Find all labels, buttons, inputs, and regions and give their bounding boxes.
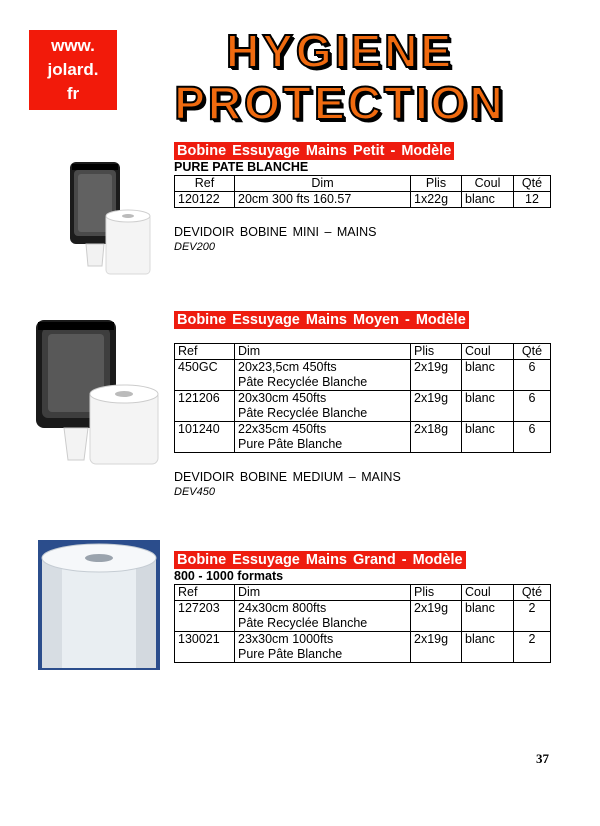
cell-dim-line-2: Pure Pâte Blanche <box>238 437 343 451</box>
cell-coul: blanc <box>462 391 514 422</box>
cell-dim <box>235 632 411 663</box>
cell-plis: 2x19g <box>411 632 462 663</box>
cell-dim <box>235 391 411 422</box>
cell-dim-line-1: 22x35cm 450fts <box>238 422 327 436</box>
cell-qte: 6 <box>514 360 551 391</box>
cell-dim <box>235 601 411 632</box>
logo-line-3: fr <box>66 84 80 103</box>
col-coul-header: Coul <box>462 585 514 601</box>
cell-dim-line-2: Pâte Recyclée Blanche <box>238 375 368 389</box>
section-title: Bobine Essuyage Mains Grand - Modèle <box>174 551 466 569</box>
table-row <box>175 360 551 391</box>
dispenser-label: DEVIDOIR BOBINE MEDIUM – MAINS <box>174 470 401 484</box>
section-subtitle: PURE PATE BLANCHE <box>174 160 309 174</box>
logo-line-2: jolard. <box>47 60 99 79</box>
cell-dim-line-1: 20x23,5cm 450fts <box>238 360 337 374</box>
cell-plis: 1x22g <box>411 192 462 208</box>
dispenser-code: DEV450 <box>174 486 215 498</box>
section-subtitle: 800 - 1000 formats <box>174 569 284 583</box>
cell-dim <box>235 360 411 391</box>
page-number: 37 <box>536 751 549 766</box>
page-title-line-1: HYGIENE <box>225 25 455 77</box>
section-title: Bobine Essuyage Mains Petit - Modèle <box>174 142 454 160</box>
medium-dispenser-image <box>34 318 160 468</box>
table-row <box>175 422 551 453</box>
section-moyen-modele <box>174 311 551 499</box>
table-row <box>175 192 551 208</box>
cell-ref: 127203 <box>175 601 235 632</box>
cell-coul: blanc <box>462 192 514 208</box>
site-logo <box>29 30 117 110</box>
col-dim-header: Dim <box>235 585 411 601</box>
col-qte-header: Qté <box>514 585 551 601</box>
cell-coul: blanc <box>462 422 514 453</box>
cell-dim <box>235 422 411 453</box>
dispenser-label: DEVIDOIR BOBINE MINI – MAINS <box>174 225 377 239</box>
cell-ref: 130021 <box>175 632 235 663</box>
col-qte-header: Qté <box>514 176 551 192</box>
section-title: Bobine Essuyage Mains Moyen - Modèle <box>174 311 469 329</box>
cell-qte: 2 <box>514 601 551 632</box>
col-dim-header: Dim <box>235 176 411 192</box>
cell-dim-line-2: Pâte Recyclée Blanche <box>238 406 368 420</box>
col-plis-header: Plis <box>411 176 462 192</box>
col-qte-header: Qté <box>514 344 551 360</box>
table-header-row <box>175 344 551 360</box>
cell-dim-line-1: 23x30cm 1000fts <box>238 632 334 646</box>
cell-dim-line-2: Pâte Recyclée Blanche <box>238 616 368 630</box>
col-coul-header: Coul <box>462 176 514 192</box>
col-plis-header: Plis <box>411 344 462 360</box>
logo-line-1: www. <box>51 36 95 55</box>
cell-ref: 450GC <box>175 360 235 391</box>
cell-ref: 120122 <box>175 192 235 208</box>
table-row <box>175 632 551 663</box>
table-header-row <box>175 585 551 601</box>
cell-coul: blanc <box>462 601 514 632</box>
product-table <box>174 584 551 663</box>
large-roll-image <box>38 540 160 670</box>
cell-ref: 121206 <box>175 391 235 422</box>
product-table <box>174 175 551 208</box>
col-plis-header: Plis <box>411 585 462 601</box>
cell-plis: 2x19g <box>411 391 462 422</box>
cell-plis: 2x19g <box>411 360 462 391</box>
cell-coul: blanc <box>462 360 514 391</box>
dispenser-code: DEV200 <box>174 241 215 253</box>
cell-plis: 2x18g <box>411 422 462 453</box>
table-row <box>175 391 551 422</box>
cell-qte: 2 <box>514 632 551 663</box>
mini-dispenser-image <box>68 160 152 280</box>
cell-dim-line-2: Pure Pâte Blanche <box>238 647 343 661</box>
cell-plis: 2x19g <box>411 601 462 632</box>
col-ref-header: Ref <box>175 176 235 192</box>
table-header-row <box>175 176 551 192</box>
page-title-line-2: PROTECTION <box>174 77 506 129</box>
table-row <box>175 601 551 632</box>
cell-dim: 20cm 300 fts 160.57 <box>235 192 411 208</box>
product-table <box>174 343 551 453</box>
cell-qte: 12 <box>514 192 551 208</box>
cell-coul: blanc <box>462 632 514 663</box>
col-coul-header: Coul <box>462 344 514 360</box>
cell-qte: 6 <box>514 391 551 422</box>
cell-ref: 101240 <box>175 422 235 453</box>
cell-qte: 6 <box>514 422 551 453</box>
section-grand-modele <box>174 551 551 663</box>
col-ref-header: Ref <box>175 585 235 601</box>
cell-dim-line-1: 20x30cm 450fts <box>238 391 327 405</box>
col-ref-header: Ref <box>175 344 235 360</box>
col-dim-header: Dim <box>235 344 411 360</box>
cell-dim-line-1: 24x30cm 800fts <box>238 601 327 615</box>
section-petit-modele <box>174 142 551 254</box>
